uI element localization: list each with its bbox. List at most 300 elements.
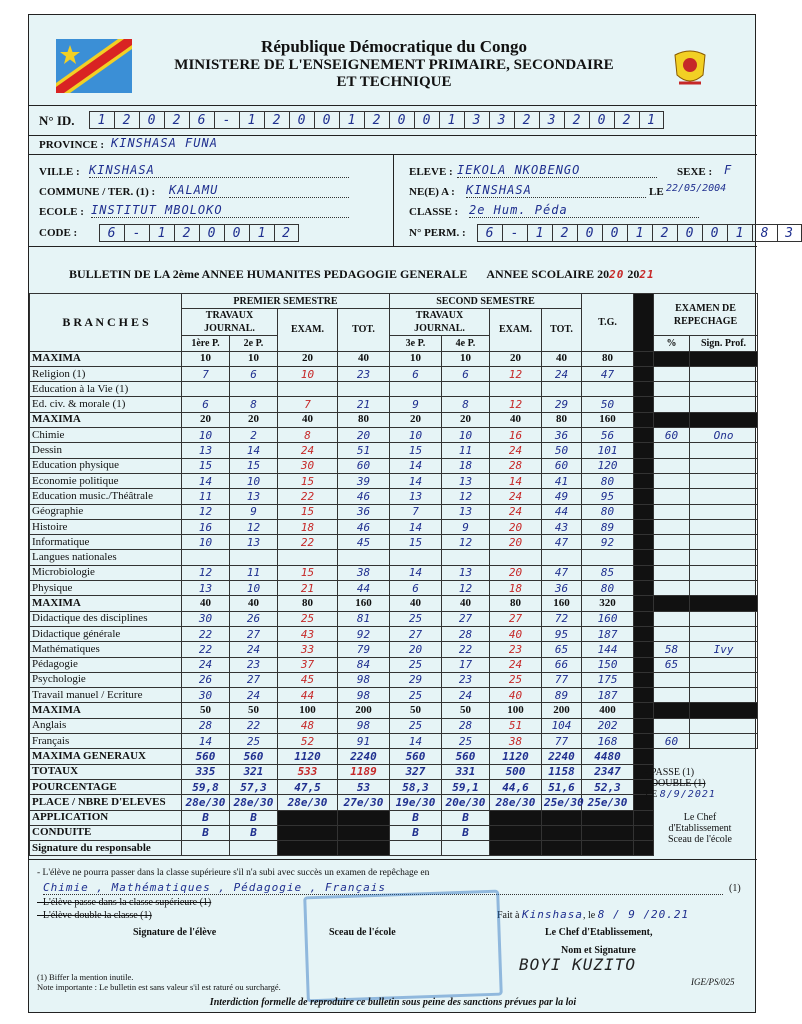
grade-cell: 12 (442, 489, 490, 504)
grade-cell: 43 (278, 626, 338, 641)
grade-cell: B (390, 825, 442, 840)
repechage-percent (654, 718, 690, 733)
grade-cell: 200 (542, 703, 582, 718)
repechage-signature (690, 519, 758, 534)
decision-panel: - PASSE (1) - DOUBLE (1) LE 8/9/2021 Le Chef d'Etablissement Sceau de l'école (645, 767, 732, 845)
grade-cell: 20 (490, 565, 542, 580)
repechage-percent (654, 519, 690, 534)
subject-name: Education à la Vie (1) (30, 382, 182, 397)
sexe-value: F (724, 163, 733, 177)
grade-cell: 45 (338, 535, 390, 550)
grade-cell (582, 810, 634, 825)
grade-cell: 12 (182, 504, 230, 519)
repechage-percent: 60 (654, 734, 690, 749)
grade-cell: 11 (182, 489, 230, 504)
grade-cell: 12 (442, 581, 490, 596)
grade-cell: 60 (542, 458, 582, 473)
fait-a: Fait à Kinshasa, le 8 / 9 /20.21 (497, 908, 690, 921)
grade-cell: 13 (442, 473, 490, 488)
sexe-label: SEXE : (677, 166, 713, 178)
perm-digit: 8 (752, 224, 777, 242)
grade-cell: 28e/30 (230, 795, 278, 810)
repechage-signature (690, 473, 758, 488)
repechage-signature (690, 672, 758, 687)
bulletin-sheet (28, 14, 794, 1013)
grade-cell: 560 (442, 749, 490, 764)
signature-eleve-label: Signature de l'élève (133, 927, 217, 938)
grade-cell: 12 (230, 519, 278, 534)
grade-cell: 36 (542, 428, 582, 443)
grade-cell: 160 (338, 596, 390, 611)
grade-cell: 40 (278, 412, 338, 427)
grade-cell (338, 841, 390, 856)
p1-header: 1ère P. (182, 336, 230, 351)
id-digit: 0 (414, 111, 439, 129)
grade-cell: 80 (338, 412, 390, 427)
repechage-percent (654, 596, 690, 611)
flag-icon (56, 39, 132, 93)
subject-name: Histoire (30, 519, 182, 534)
grade-cell: 37 (278, 657, 338, 672)
grade-cell (278, 810, 338, 825)
repechage-signature (690, 657, 758, 672)
grade-cell: 19e/30 (390, 795, 442, 810)
grade-cell: 48 (278, 718, 338, 733)
subject-name: Français (30, 734, 182, 749)
grade-cell (278, 825, 338, 840)
grade-cell: 30 (182, 611, 230, 626)
grade-cell: 4480 (582, 749, 634, 764)
tj1-header: TRAVAUX JOURNAL. (182, 309, 278, 336)
grade-cell: 47 (542, 565, 582, 580)
grade-cell: 20 (230, 412, 278, 427)
p2-header: 2e P. (230, 336, 278, 351)
grade-cell (542, 841, 582, 856)
passe-sup-note: - L'élève passe dans la classe supérieure (1) (37, 897, 212, 908)
repechage-percent (654, 366, 690, 381)
grade-cell: 36 (542, 581, 582, 596)
grade-cell: 144 (582, 642, 634, 657)
perm-digit-boxes (477, 224, 802, 242)
summary-row-label: MAXIMA (30, 412, 182, 427)
repechage-signature: Ono (690, 428, 758, 443)
grade-cell: 12 (490, 397, 542, 412)
summary-row-label: MAXIMA (30, 703, 182, 718)
grade-cell: 24 (542, 366, 582, 381)
grade-cell: 85 (582, 565, 634, 580)
classe-label: CLASSE : (409, 206, 459, 218)
perm-digit: 2 (652, 224, 677, 242)
grade-cell (490, 810, 542, 825)
perm-digit: 2 (552, 224, 577, 242)
ecole-value: INSTITUT MBOLOKO (91, 203, 349, 218)
repechage-signature (690, 611, 758, 626)
grade-cell: 25 (390, 657, 442, 672)
repechage-signature (690, 596, 758, 611)
repechage-signature (690, 718, 758, 733)
grade-cell: 24 (442, 688, 490, 703)
grade-cell: 25 (278, 611, 338, 626)
grade-cell: 10 (182, 428, 230, 443)
repechage-subjects: Chimie , Mathématiques , Pédagogie , Français (43, 881, 723, 895)
grade-cell: 14 (390, 458, 442, 473)
grade-cell: 13 (230, 535, 278, 550)
grade-cell: 28e/30 (278, 795, 338, 810)
id-digit: 3 (539, 111, 564, 129)
repechage-signature (690, 397, 758, 412)
grade-cell: 15 (278, 473, 338, 488)
double-note: - L'élève double la classe (1) (37, 910, 152, 921)
commune-label: COMMUNE / TER. (1) : (39, 186, 156, 198)
grade-cell: 104 (542, 718, 582, 733)
grade-cell: 28 (442, 626, 490, 641)
grade-cell: 40 (490, 626, 542, 641)
repechage-signature (690, 458, 758, 473)
grade-cell: 28e/30 (490, 795, 542, 810)
subject-name: Langues nationales (30, 550, 182, 565)
grade-cell: 20 (490, 351, 542, 366)
grade-cell: 175 (582, 672, 634, 687)
grade-cell: 23 (338, 366, 390, 381)
grade-cell: 91 (338, 734, 390, 749)
grade-cell: 39 (338, 473, 390, 488)
perm-digit: 0 (577, 224, 602, 242)
grade-cell (490, 550, 542, 565)
grade-cell (338, 810, 390, 825)
repechage-percent: 58 (654, 642, 690, 657)
grade-cell: 14 (390, 734, 442, 749)
province-value: KINSHASA FUNA (111, 136, 218, 150)
grade-cell: 52 (278, 734, 338, 749)
grade-cell: B (182, 810, 230, 825)
grade-cell: 58,3 (390, 779, 442, 794)
grade-cell: 40 (338, 351, 390, 366)
grade-cell: 11 (442, 443, 490, 458)
id-digit: 1 (339, 111, 364, 129)
grade-cell (442, 550, 490, 565)
ecole-label: ECOLE : (39, 206, 84, 218)
ministry-line1: MINISTERE DE L'ENSEIGNEMENT PRIMAIRE, SECONDAIRE (174, 57, 614, 73)
summary-row-label: CONDUITE (30, 825, 182, 840)
footer-note: - L'élève ne pourra passer dans la classe supérieure s'il n'a subi avec succès un examen de repêchage en (37, 868, 430, 878)
grade-cell: 26 (230, 611, 278, 626)
ville-value: KINSHASA (89, 163, 349, 178)
grade-cell: 49 (542, 489, 582, 504)
tj2-header: TRAVAUX JOURNAL. (390, 309, 490, 336)
eleve-value: IEKOLA NKOBENGO (457, 163, 657, 178)
grade-cell: 38 (338, 565, 390, 580)
code-digit: 1 (249, 224, 274, 242)
grade-cell: 66 (542, 657, 582, 672)
semester2-header: SECOND SEMESTRE (390, 294, 582, 309)
code-digit-boxes (99, 224, 299, 242)
grade-cell: 77 (542, 672, 582, 687)
grade-cell: 14 (390, 519, 442, 534)
grade-cell: 20 (278, 351, 338, 366)
subject-name: Economie politique (30, 473, 182, 488)
grade-cell: 13 (182, 443, 230, 458)
perm-digit: 1 (727, 224, 752, 242)
grade-cell: 40 (542, 351, 582, 366)
repechage-percent: 60 (654, 428, 690, 443)
id-digit: 3 (464, 111, 489, 129)
grade-cell: 47 (542, 535, 582, 550)
id-digit: 1 (239, 111, 264, 129)
grade-cell (230, 841, 278, 856)
nom-signature-label: Nom et Signature (561, 945, 636, 956)
footer-one: (1) (729, 883, 741, 894)
code-digit: 6 (99, 224, 124, 242)
chef-signature: BOYI KUZITO (519, 955, 636, 974)
grade-cell: 200 (338, 703, 390, 718)
biffer-note: (1) Biffer la mention inutile. (37, 972, 134, 982)
grade-cell: 10 (390, 351, 442, 366)
grade-cell (490, 825, 542, 840)
grade-cell (338, 382, 390, 397)
grade-cell: 16 (490, 428, 542, 443)
grade-cell: 27 (230, 672, 278, 687)
grade-cell: 25 (442, 734, 490, 749)
grade-cell: 2240 (338, 749, 390, 764)
id-label: N° ID. (39, 113, 75, 128)
grade-cell (582, 550, 634, 565)
grade-cell: 14 (490, 473, 542, 488)
perm-digit: 1 (527, 224, 552, 242)
grade-cell: 7 (390, 504, 442, 519)
grade-cell: 23 (230, 657, 278, 672)
grade-cell: 95 (542, 626, 582, 641)
grade-cell: 92 (338, 626, 390, 641)
grade-cell: 30 (278, 458, 338, 473)
grade-cell: 51 (490, 718, 542, 733)
grade-cell: 15 (278, 504, 338, 519)
grade-cell: 12 (442, 535, 490, 550)
subject-name: Didactique générale (30, 626, 182, 641)
grade-cell (278, 550, 338, 565)
id-digit: 0 (314, 111, 339, 129)
grade-cell: 30 (182, 688, 230, 703)
grade-cell: 2 (230, 428, 278, 443)
grade-cell (582, 382, 634, 397)
chef-label: Le Chef d'Etablissement, (545, 927, 653, 938)
coat-of-arms-icon (667, 45, 713, 91)
grade-cell: B (442, 810, 490, 825)
grade-cell (182, 382, 230, 397)
repechage-signature (690, 565, 758, 580)
summary-row-label: TOTAUX (30, 764, 182, 779)
grade-cell: 560 (182, 749, 230, 764)
grade-cell: 92 (582, 535, 634, 550)
perm-digit: 0 (702, 224, 727, 242)
subject-name: Chimie (30, 428, 182, 443)
grade-cell: 59,8 (182, 779, 230, 794)
code-digit: 1 (149, 224, 174, 242)
grade-cell: 2347 (582, 764, 634, 779)
grade-cell: 18 (490, 581, 542, 596)
repechage-percent (654, 382, 690, 397)
id-digit: 0 (139, 111, 164, 129)
grade-cell: B (442, 825, 490, 840)
grade-cell: 24 (230, 642, 278, 657)
grade-cell: 84 (338, 657, 390, 672)
subject-name: Physique (30, 581, 182, 596)
grade-cell: 20 (390, 642, 442, 657)
grade-cell: 335 (182, 764, 230, 779)
grade-cell: 40 (230, 596, 278, 611)
grade-cell: 13 (230, 489, 278, 504)
grade-cell: 80 (582, 351, 634, 366)
grade-cell: 10 (182, 351, 230, 366)
subject-name: Dessin (30, 443, 182, 458)
grade-cell: 43 (542, 519, 582, 534)
grade-cell: 79 (338, 642, 390, 657)
repechage-percent (654, 443, 690, 458)
summary-row-label: PLACE / NBRE D'ELEVES (30, 795, 182, 810)
subject-name: Psychologie (30, 672, 182, 687)
grade-cell (278, 382, 338, 397)
grade-cell: 13 (442, 565, 490, 580)
exam1-header: EXAM. (278, 309, 338, 351)
grade-cell: 44 (542, 504, 582, 519)
grade-cell: 321 (230, 764, 278, 779)
grade-cell: 44,6 (490, 779, 542, 794)
grade-cell: 25e/30 (582, 795, 634, 810)
grade-cell: 15 (390, 535, 442, 550)
grade-cell: 13 (442, 504, 490, 519)
grade-cell: 29 (542, 397, 582, 412)
code-digit: - (124, 224, 149, 242)
grade-cell: 6 (390, 366, 442, 381)
grade-cell: 27 (490, 611, 542, 626)
school-stamp-icon (303, 890, 503, 1003)
grade-cell: 20 (390, 412, 442, 427)
grade-cell: 65 (542, 642, 582, 657)
grade-cell: 89 (582, 519, 634, 534)
grade-cell: 150 (582, 657, 634, 672)
grade-cell: 320 (582, 596, 634, 611)
grade-cell: 13 (390, 489, 442, 504)
grade-cell: 15 (182, 458, 230, 473)
perm-digit: 1 (627, 224, 652, 242)
id-digit: 6 (189, 111, 214, 129)
subject-name: Education physique (30, 458, 182, 473)
ville-label: VILLE : (39, 166, 80, 178)
grade-cell: 6 (390, 581, 442, 596)
summary-row-label: MAXIMA (30, 351, 182, 366)
subject-name: Microbiologie (30, 565, 182, 580)
subject-name: Religion (1) (30, 366, 182, 381)
repechage-percent (654, 535, 690, 550)
grade-cell: 24 (490, 489, 542, 504)
repechage-percent (654, 626, 690, 641)
summary-row-label: POURCENTAGE (30, 779, 182, 794)
summary-row-label: APPLICATION (30, 810, 182, 825)
repechage-signature (690, 504, 758, 519)
grade-cell: 47 (582, 366, 634, 381)
grade-cell: 56 (582, 428, 634, 443)
repechage-percent (654, 672, 690, 687)
repechage-signature (690, 535, 758, 550)
repechage-percent (654, 581, 690, 596)
branches-header: B R A N C H E S (30, 294, 182, 352)
grade-cell (278, 841, 338, 856)
grade-cell: 9 (230, 504, 278, 519)
grade-cell: 28 (490, 458, 542, 473)
grade-cell: 14 (390, 565, 442, 580)
grade-cell: 15 (390, 443, 442, 458)
code-digit: 2 (174, 224, 199, 242)
grade-cell: 10 (390, 428, 442, 443)
id-digit: 2 (164, 111, 189, 129)
grade-cell: 100 (278, 703, 338, 718)
subject-name: Didactique des disciplines (30, 611, 182, 626)
grade-cell: 25 (390, 718, 442, 733)
grade-cell: 41 (542, 473, 582, 488)
grade-cell: 10 (182, 535, 230, 550)
grade-cell: 44 (278, 688, 338, 703)
repechage-signature (690, 443, 758, 458)
grade-cell: 16 (182, 519, 230, 534)
le-label: LE (649, 186, 664, 198)
grade-cell: 80 (582, 473, 634, 488)
repechage-signature (690, 734, 758, 749)
code-digit: 0 (199, 224, 224, 242)
grade-cell: 6 (442, 366, 490, 381)
id-digit: 1 (439, 111, 464, 129)
code-digit: 2 (274, 224, 299, 242)
grade-cell: 46 (338, 519, 390, 534)
grade-cell: 28 (182, 718, 230, 733)
grade-cell: 44 (338, 581, 390, 596)
grade-cell: 23 (490, 642, 542, 657)
perm-digit: 0 (602, 224, 627, 242)
grade-cell: 160 (582, 412, 634, 427)
grade-cell: 60 (338, 458, 390, 473)
form-code: IGE/PS/025 (691, 977, 735, 987)
summary-row-label: MAXIMA GENERAUX (30, 749, 182, 764)
p4-header: 4e P. (442, 336, 490, 351)
grade-cell: 24 (230, 688, 278, 703)
summary-row-label: MAXIMA (30, 596, 182, 611)
grade-cell: 20 (442, 412, 490, 427)
important-note: Note importante : Le bulletin est sans valeur s'il est raturé ou surchargé. (37, 982, 281, 992)
tot1-header: TOT. (338, 309, 390, 351)
grade-cell: 98 (338, 672, 390, 687)
grade-cell: 187 (582, 688, 634, 703)
grade-cell: 22 (182, 626, 230, 641)
grade-cell: 8 (278, 428, 338, 443)
grade-cell: 12 (182, 565, 230, 580)
grade-cell: 57,3 (230, 779, 278, 794)
id-digit: - (214, 111, 239, 129)
grade-cell: 6 (182, 397, 230, 412)
repechage-percent: 65 (654, 657, 690, 672)
grade-cell: 1120 (278, 749, 338, 764)
grade-cell: 560 (390, 749, 442, 764)
grade-cell: 45 (278, 672, 338, 687)
grade-cell: 25 (390, 611, 442, 626)
repechage-percent (654, 703, 690, 718)
grade-cell (338, 825, 390, 840)
subject-name: Pédagogie (30, 657, 182, 672)
grade-cell (542, 382, 582, 397)
grade-cell: 20 (338, 428, 390, 443)
grade-cell: 20 (490, 535, 542, 550)
grade-cell: 24 (490, 504, 542, 519)
repechage-signature (690, 351, 758, 366)
repechage-signature: Ivy (690, 642, 758, 657)
id-digit: 3 (489, 111, 514, 129)
